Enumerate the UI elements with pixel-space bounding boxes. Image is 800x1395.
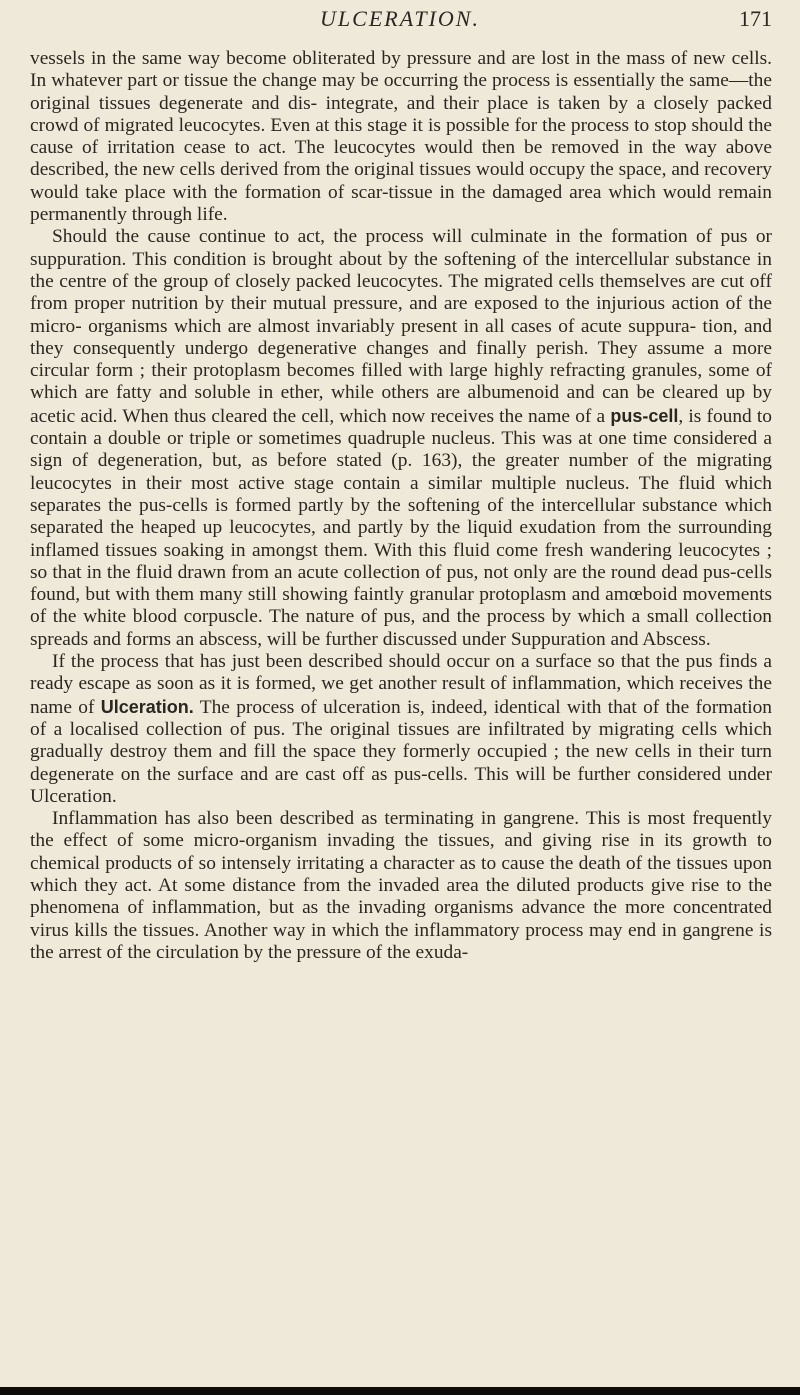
page-bottom-edge: [0, 1387, 800, 1395]
term-ulceration: Ulceration.: [100, 696, 194, 717]
page-number: 171: [739, 6, 772, 31]
paragraph: [30, 808, 772, 964]
text-segment: , is found to contain a double or triple or sometimes quadruple nucleus. This was at one time considered a sign of degeneration, but, as before stated (p. 163), the greater number of the migrating leucocytes in their most active stage contain a similar multiple nucleus. The fluid which separates the pus-cells is formed partly by the softening of the intercellular substance which separated the heaped up leucocytes, and partly by the liquid exudation from the surrounding inflamed tissues soaking in amongst them. With this fluid come fresh wandering leucocytes ; so that in the fluid drawn from an acute collection of pus, not only are the round dead pus-cells found, but with them many still showing faintly granular protoplasm and amœboid movements of the white blood corpuscle. The nature of pus, and the process by which a small collection spreads and forms an abscess, will be further discussed under Suppuration and Abscess.: [30, 405, 772, 650]
page-header: [0, 4, 800, 40]
text-segment: Inflammation has also been described as terminating in gangrene. This is most frequently the effect of some micro-organism invading the tissues, and giving rise in its growth to chemical products of so intensely irritating a character as to cause the death of the tissues upon which they act. At some distance from the invaded area the diluted products give rise to the phenomena of inflammation, but as the invading organisms advance the more concentrated virus kills the tissues. Another way in which the inflammatory process may end in gangrene is the arrest of the circulation by the pressure of the exuda-: [30, 808, 772, 963]
paragraph: [30, 226, 772, 651]
text-segment: The process of ulceration is, indeed, identical with that of the formation of a localised collection of pus. The original tissues are infiltrated by migrating cells which gradually destroy them and fill the space they formerly occupied ; the new cells in their turn degenerate on the surface and are cast off as pus-cells. This will be further considered under Ulceration.: [30, 696, 773, 807]
text-segment: If the process that has just been described should occur on a surface so that the pus finds a ready escape as soon as it is formed, we get another result of inflammation, which receives the name of: [30, 651, 772, 718]
text-segment: Should the cause continue to act, the process will culminate in the formation of pus or suppuration. This condition is brought about by the softening of the intercellular substance in the centre of the group of closely packed leucocytes. The migrated cells themselves are cut off from proper nutrition by their mutual pressure, and are exposed to the injurious action of the micro- organisms which are almost invariably present in all cases of acute suppura- tion, and they consequently undergo degenerative changes and finally perish. They assume a more circular form ; their protoplasm becomes filled with large highly refracting granules, some of which are fatty and soluble in ether, while others are albumenoid and can be cleared up by acetic acid. When thus cleared the cell, which now receives the name of a: [30, 226, 772, 427]
paragraph: [30, 651, 772, 808]
running-title: ULCERATION.: [320, 6, 480, 31]
text-segment: vessels in the same way become obliterated by pressure and are lost in the mass of new cells. In whatever part or tissue the change may be occurring the process is essentially the same—the original tissues degenerate and dis- integrate, and their place is taken by a closely packed crowd of migrated leucocytes. Even at this stage it is possible for the process to stop should the cause of irritation cease to act. The leucocytes would then be removed in the way above described, the new cells derived from the original tissues would occupy the space, and recovery would take place with the formation of scar-tissue in the damaged area which would remain permanently through life.: [30, 48, 772, 226]
body-text: [30, 48, 772, 964]
term-pus-cell: pus-cell: [610, 405, 679, 426]
paragraph: [30, 48, 772, 226]
